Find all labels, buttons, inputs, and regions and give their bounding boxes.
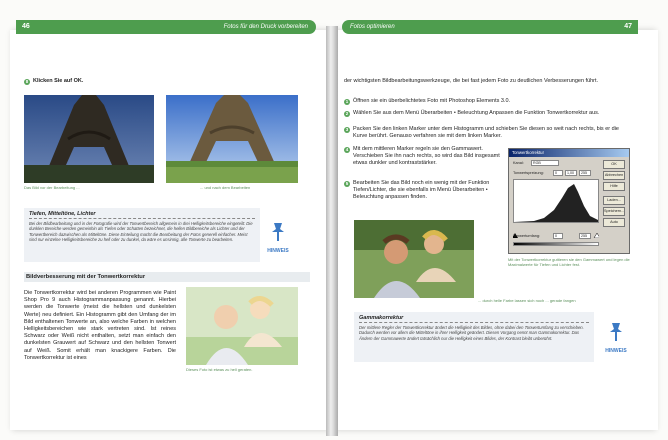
step-number: 5 xyxy=(345,180,349,186)
step-text: Mit dem mittleren Marker regeln sie den Gammawert. Verschieben Sie ihn nach rechts, so wird das Bild insgesamt etwas dunkler und kontraststärker. xyxy=(353,146,500,167)
pushpin-icon xyxy=(269,222,287,242)
caption-before: Das Bild vor der Bearbeitung ... xyxy=(24,185,80,190)
histogram xyxy=(513,179,599,223)
eiffel-before-photo xyxy=(24,95,154,183)
eiffel-after-photo xyxy=(166,95,298,183)
step-text: Öffnen sie ein überbelichtetes Foto mit Photoshop Elements 3.0. xyxy=(353,98,511,104)
left-page-number: 46 xyxy=(22,23,30,30)
hint-body: Der mittlere Regler der Tonwertkorrektur ändert die Helligkeit des Bildes, ohne dabei den Tonwertumfang zu verschieben. Dadurch werden vor allem die Mitteltöne in ihrer Helligkeit geändert. Diesen Vorgang nennt man Gammakorrektur. Das Ändern der Gammawerte ändert tatsächlich nur die Helligkeit eines Bildes, der Kontrast bleibt unberührt. xyxy=(359,325,584,341)
family-photo-overexposed xyxy=(186,287,298,365)
caption-family-left: Dieses Foto ist etwas zu hell geraten. xyxy=(186,367,253,372)
step-number: 3 xyxy=(345,126,349,132)
step-8 xyxy=(24,78,224,85)
auto-button[interactable]: Auto xyxy=(603,218,625,227)
hint-title: Tiefen, Mitteltöne, Lichter xyxy=(29,211,255,219)
hint-title: Gammakorrektur xyxy=(359,315,589,323)
step-number: 2 xyxy=(345,110,349,116)
cancel-button[interactable]: Abbrechen xyxy=(603,171,625,180)
left-running-title: Fotos für den Druck vorbereiten xyxy=(223,24,308,30)
help-button[interactable]: Hilfe xyxy=(603,182,625,191)
load-button[interactable]: Laden... xyxy=(603,196,625,205)
hint-label: HINWEIS xyxy=(605,348,627,354)
ok-button[interactable]: OK xyxy=(603,160,625,169)
step-text: Wählen Sie aus dem Menü Überarbeiten • Beleuchtung Anpassen die Funktion Tonwertkorrektur aus. xyxy=(353,110,600,116)
pushpin-icon xyxy=(607,322,625,342)
hint-box-gamma xyxy=(354,312,594,362)
step-text: Klicken Sie auf OK. xyxy=(33,78,84,84)
step-2 xyxy=(344,110,634,117)
step-1 xyxy=(344,98,634,105)
paragraph-tonwertkorrektur: Die Tonwertkorrektur wird bei anderen Programmen wie Paint Shop Pro 9 auch Histogrammanpassung genannt. Hierbei werden die Tonwerte (meist die hellsten und dunkelsten Werte) neu definiert. Ein Histogramm gibt den Umfang der im Bild enthaltenen Tonwerte an, also welche Farben in welchen Helligkeitsbereichen wie stark vertreten sind. Ist reines Schwarz oder Weiß nicht enthalten, setzt man einfach den dunkelsten Grauwert auf Schwarz und den hellsten Tonwert auf Weiß. Somit erhält man knackigere Farben. Die Tonwertkorrektur ist eines xyxy=(24,290,176,361)
hint-icon-left xyxy=(264,222,292,254)
step-text: Bearbeiten Sie das Bild noch ein wenig mit der Funktion Tiefen/Lichter, die sie ebenfalls im Menü Überarbeiten • Beleuchtung anpassen finden. xyxy=(353,180,490,201)
channel-label: Kanal: xyxy=(513,161,524,165)
save-button[interactable]: Speichern... xyxy=(603,207,625,216)
hint-body: Bei der Bildbearbeitung und in der Fotografie wird der Tonwertbereich allgemein in drei Helligkeitsbereiche eingeteilt: Die dunklen Bereiche werden gemeinhin als Tiefen oder Schatten bezeichnet, die hellen Bildbereiche als Lichter und der Tonwertbereich dazwischen als Mitteltöne. Diese Einteilung macht die Bearbeitung der Fotos generell einfacher. Meist sind nur einzelne Helligkeitsbereiche zu hell oder zu dunkel, da wäre es unsinnig, alle Tonwerte zu bearbeiten. xyxy=(29,221,253,243)
step-5 xyxy=(344,180,504,202)
output-white-field[interactable]: 255 xyxy=(579,233,591,239)
output-levels-label: Tonwertumfang: xyxy=(513,234,541,238)
output-black-field[interactable]: 0 xyxy=(553,233,563,239)
caption-screenshot: Mit der Tonwertkorrektur guttieren sie den Gammawert und legen die Maximalwerte für Tiefen und Lichter fest. xyxy=(508,257,630,267)
family-photo-corrected xyxy=(354,220,474,298)
section-title-tonwertkorrektur: Bildverbesserung mit der Tonwertkorrektur xyxy=(24,272,310,282)
step-number: 4 xyxy=(345,146,349,152)
input-black-field[interactable]: 0 xyxy=(553,170,563,176)
book-gutter xyxy=(326,26,338,436)
step-3 xyxy=(344,126,634,140)
hint-box-tonal-ranges xyxy=(24,208,260,262)
channel-select[interactable]: RGB xyxy=(531,160,559,166)
dialog-title: Tonwertkorrektur xyxy=(509,149,629,157)
hint-label: HINWEIS xyxy=(267,248,289,254)
right-page-header xyxy=(342,20,638,34)
output-slider[interactable] xyxy=(513,242,599,246)
input-levels-label: Tonwertspreizung: xyxy=(513,171,544,175)
right-page-number: 47 xyxy=(624,23,632,30)
caption-family-right: ... durch helle Farbe lassen sich noch ... gerade fangen xyxy=(478,298,576,303)
levels-dialog-screenshot xyxy=(508,148,630,254)
right-running-title: Fotos optimieren xyxy=(350,24,395,30)
input-slider[interactable] xyxy=(513,225,599,230)
step-number: 8 xyxy=(25,78,29,84)
paragraph-intro-continued: der wichtigsten Bildbearbeitungswerkzeuge, die bei fast jedem Foto zu deutlichen Verbesserungen führt. xyxy=(344,78,599,84)
step-text: Packen Sie den linken Marker unter dem Histogramm und schieben Sie diesen so weit nach rechts, bis er die Kurve berührt. Genauso verfahren sie mit dem linken Marker. xyxy=(353,126,619,140)
step-4 xyxy=(344,146,504,168)
caption-after: ... und nach dem Bearbeiten xyxy=(200,185,251,190)
left-page-header xyxy=(16,20,316,34)
input-gamma-field[interactable]: 1,00 xyxy=(565,170,577,176)
hint-icon-right xyxy=(602,322,630,354)
step-number: 1 xyxy=(345,98,349,104)
input-white-field[interactable]: 255 xyxy=(579,170,591,176)
